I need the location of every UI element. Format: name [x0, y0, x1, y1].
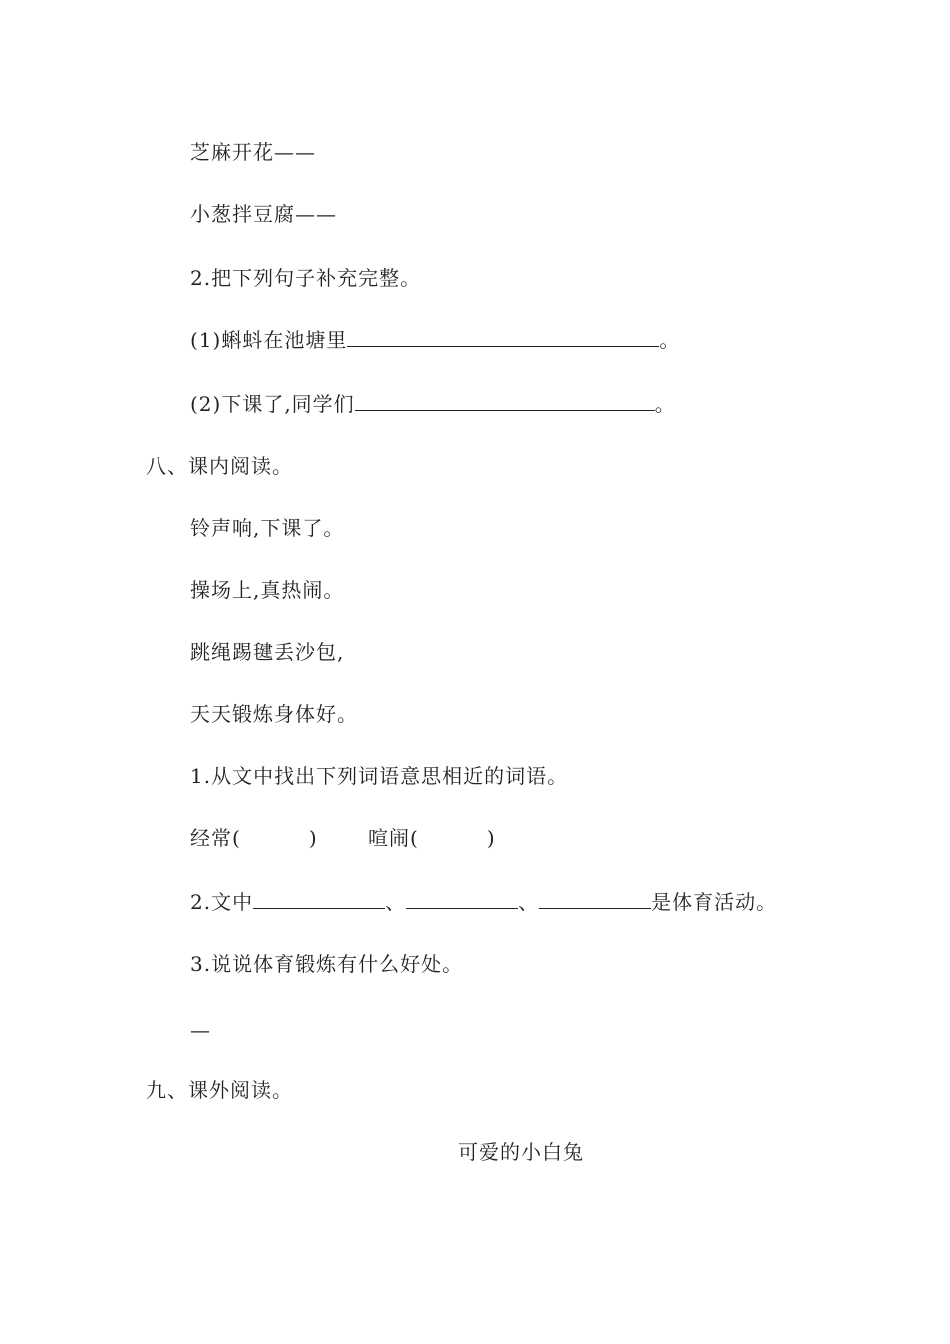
word2-close: ) — [486, 826, 496, 850]
answer-line-dash: — — [190, 1018, 211, 1042]
question-2-sub1 — [190, 326, 680, 354]
poem-line-3: 跳绳踢毽丢沙包, — [190, 640, 345, 664]
poem-line-1: 铃声响,下课了。 — [190, 516, 345, 540]
answer-blank[interactable] — [253, 888, 385, 909]
answer-blank[interactable] — [406, 888, 518, 909]
reading-q1: 1.从文中找出下列词语意思相近的词语。 — [190, 764, 569, 788]
word1-label: 经常( — [190, 826, 241, 850]
sub2-suffix: 。 — [654, 392, 676, 416]
poem-line-4: 天天锻炼身体好。 — [190, 702, 358, 726]
word1-close: ) — [308, 826, 318, 850]
section-9-heading: 九、课外阅读。 — [146, 1078, 293, 1102]
synonym-row-2 — [368, 824, 496, 852]
question-2-sub2 — [190, 390, 676, 418]
poem-line-2: 操场上,真热闹。 — [190, 578, 345, 602]
reading-q2 — [190, 888, 777, 916]
sub1-prefix: (1)蝌蚪在池塘里 — [190, 328, 348, 352]
synonym-row — [190, 824, 318, 852]
answer-blank[interactable] — [347, 326, 659, 347]
word2-label: 喧闹( — [368, 826, 419, 850]
answer-blank[interactable] — [539, 888, 651, 909]
section-8-heading: 八、课内阅读。 — [146, 454, 293, 478]
reading-q3: 3.说说体育锻炼有什么好处。 — [190, 952, 464, 976]
q2-sep1: 、 — [385, 890, 407, 914]
q2-suffix: 是体育活动。 — [651, 890, 778, 914]
riddle-1: 芝麻开花—— — [190, 140, 316, 164]
question-2-title: 2.把下列句子补充完整。 — [190, 266, 422, 290]
answer-blank[interactable] — [355, 390, 655, 411]
story-title: 可爱的小白兔 — [458, 1140, 584, 1164]
riddle-2: 小葱拌豆腐—— — [190, 202, 337, 226]
q2-prefix: 2.文中 — [190, 890, 254, 914]
q2-sep2: 、 — [518, 890, 540, 914]
sub2-prefix: (2)下课了,同学们 — [190, 392, 355, 416]
sub1-suffix: 。 — [659, 328, 681, 352]
